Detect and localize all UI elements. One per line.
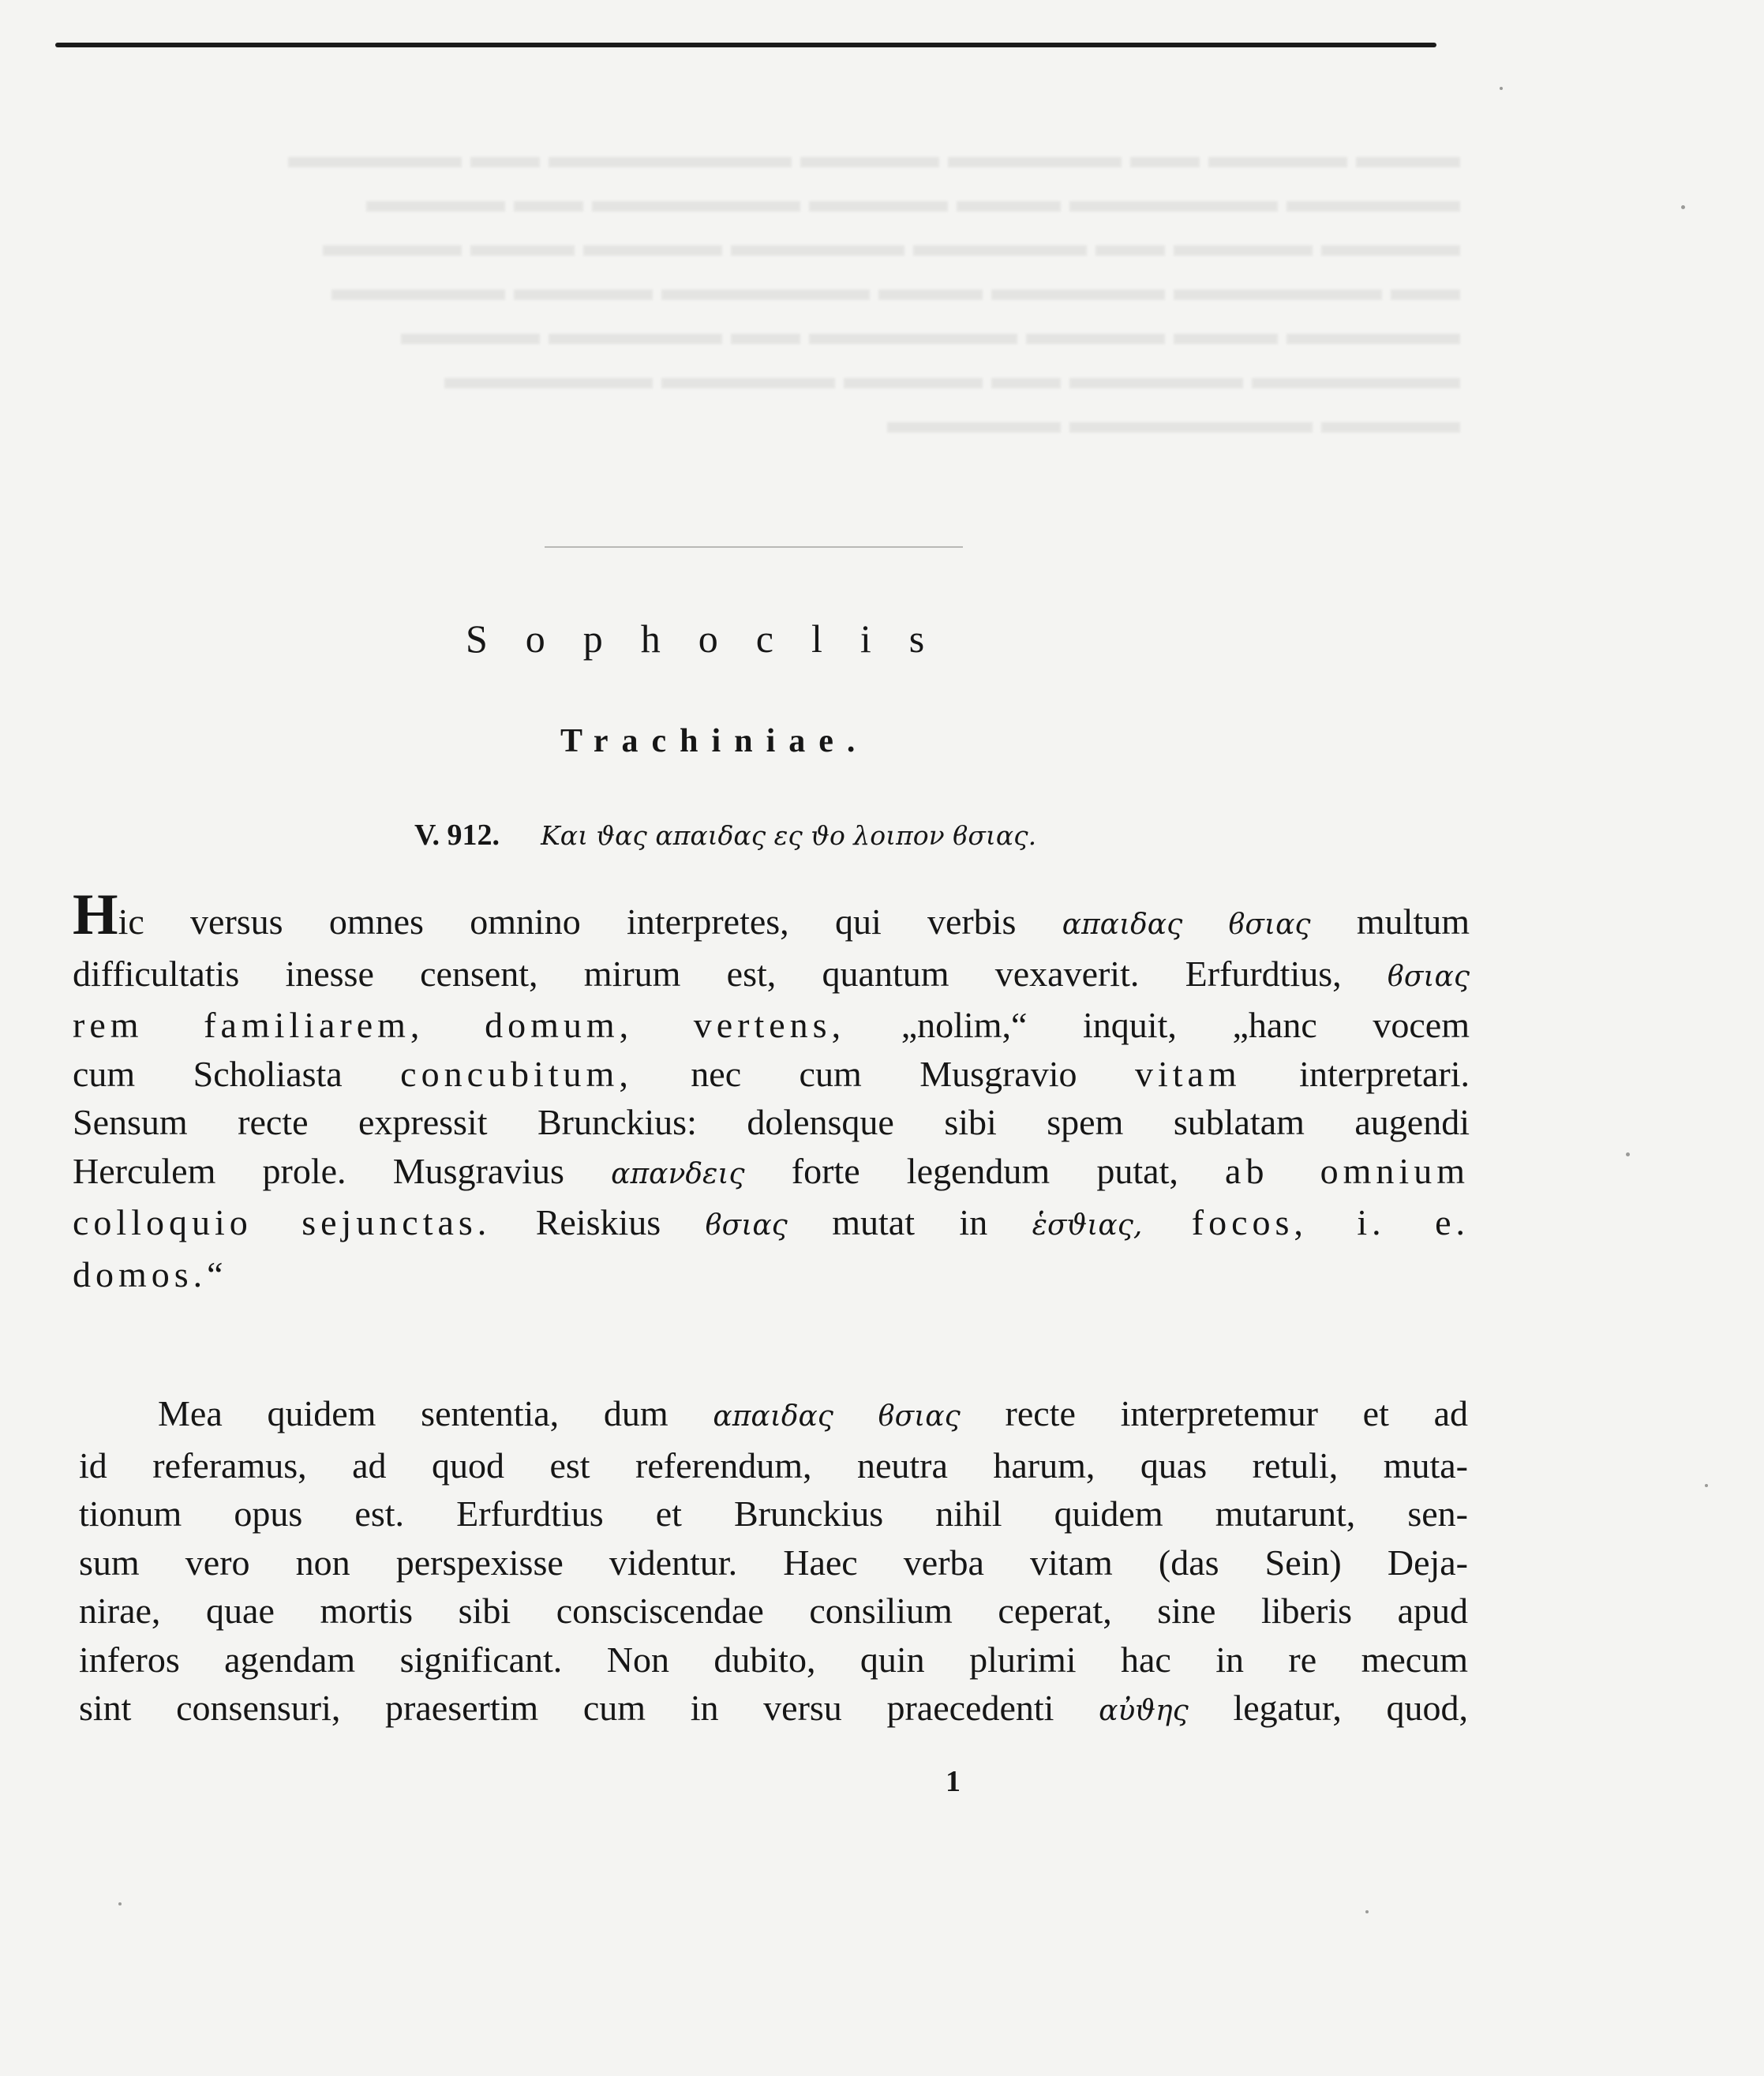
text-line (73, 882, 1470, 950)
text-run: Sensum recte expressit Brunckius: dolensque sibi spem sublatam augendi (73, 1102, 1470, 1142)
text-line (79, 1636, 1468, 1684)
text-run: nirae, quae mortis sibi consciscendae consilium ceperat, sine liberis apud (79, 1591, 1468, 1631)
greek-phrase: ἑσϑιας, (1032, 1209, 1143, 1242)
text-run: Reiskius (491, 1202, 706, 1242)
greek-phrase: απαιδας ϐσιας (1062, 909, 1311, 941)
text-run: domos.“ (73, 1253, 228, 1295)
work-title: Trachiniae. (560, 723, 869, 759)
verse-citation (414, 817, 1283, 853)
text-run: legatur, quod, (1188, 1688, 1468, 1728)
spaced-phrase: vitam (1134, 1053, 1242, 1094)
text-run: id referamus, ad quod est referendum, neutra harum, quas retuli, muta- (79, 1445, 1468, 1486)
text-run: interpretari. (1241, 1053, 1470, 1094)
text-run: tionum opus est. Erfurdtius et Brunckius nihil quidem mutarunt, sen- (79, 1493, 1468, 1534)
author-heading: Sophoclis (466, 616, 963, 661)
paper-speck (1681, 205, 1685, 209)
text-run: sint consensuri, praesertim cum in versu praecedenti (79, 1688, 1099, 1728)
top-rule (55, 43, 1436, 47)
paper-speck (1705, 1484, 1708, 1487)
text-run: nec cum Musgravio (632, 1053, 1135, 1094)
text-line (73, 1050, 1470, 1099)
text-line (73, 1001, 1470, 1050)
spaced-phrase: focos, i. e. (1142, 1202, 1470, 1242)
text-line (79, 1587, 1468, 1636)
spaced-phrase: colloquio sejunctas. (73, 1202, 492, 1242)
text-line (79, 1538, 1468, 1587)
greek-phrase: απανδεις (611, 1157, 745, 1190)
text-run: Herculem prole. Musgravius (73, 1150, 612, 1191)
drop-cap: H (73, 882, 118, 947)
paragraph-2 (79, 1389, 1468, 1736)
spaced-phrase: rem familiarem, domum, vertens, (73, 1005, 846, 1045)
verse-number: V. 912. (414, 819, 500, 852)
paper-speck (1500, 87, 1503, 90)
greek-phrase: ϐσιας (705, 1209, 788, 1242)
text-run: recte interpretemur et ad (960, 1393, 1468, 1433)
page-number: 1 (946, 1765, 961, 1798)
spaced-phrase: ab omnium (1225, 1150, 1470, 1191)
text-run: ic versus omnes omnino interpretes, qui verbis (118, 901, 1062, 942)
greek-phrase: αὐϑης (1099, 1695, 1189, 1727)
text-run: cum Scholiasta (73, 1053, 401, 1094)
text-line (73, 1250, 1470, 1299)
spaced-phrase: concubitum, (400, 1053, 633, 1094)
bleed-through-texture: ▬▬▬ ▬▬▬▬ ▬▬ ▬▬▬▬▬ ▬▬▬▬ ▬▬▬▬▬▬▬ ▬▬ ▬▬▬▬▬ ▬▬▬▬▬ ▬▬▬▬▬▬ ▬▬▬ ▬▬▬▬ ▬▬▬▬▬▬ ▬▬ ▬▬▬▬ ▬▬▬▬ ▬▬▬▬ ▬▬ ▬▬▬▬▬ ▬▬▬▬▬ ▬▬▬▬ ▬▬▬ ▬▬▬▬ ▬▬ ▬▬▬▬▬▬ ▬▬▬▬▬ ▬▬▬ ▬▬▬▬▬▬ ▬▬▬▬ ▬▬▬▬▬ ▬▬▬▬▬ ▬▬▬ ▬▬▬▬ ▬▬▬▬▬▬ ▬▬ ▬▬▬▬▬ ▬▬▬▬ ▬▬▬▬▬▬ ▬▬▬▬▬ ▬▬ ▬▬▬▬ ▬▬▬▬▬ ▬▬▬▬▬▬ ▬▬▬▬ ▬▬▬▬▬▬▬ ▬▬▬▬▬ (288, 137, 1460, 440)
text-line (79, 1389, 1468, 1441)
text-line (79, 1441, 1468, 1490)
text-line (73, 1098, 1470, 1147)
text-run: „nolim,“ inquit, „hanc vocem (845, 1005, 1470, 1045)
paper-speck (118, 1902, 122, 1905)
text-run: Mea quidem sententia, dum (158, 1393, 713, 1433)
text-line (73, 950, 1470, 1002)
verse-greek-text: Και ϑας απαιδας ες ϑο λοιπον ϐσιας. (541, 820, 1037, 851)
text-run: sum vero non perspexisse videntur. Haec verba vitam (das Sein) Deja- (79, 1542, 1468, 1583)
section-divider (545, 546, 963, 548)
text-run: multum (1310, 901, 1470, 942)
greek-phrase: απαιδας ϐσιας (713, 1400, 961, 1433)
text-line (73, 1198, 1470, 1250)
paper-speck (1626, 1152, 1630, 1156)
paper-speck (1365, 1910, 1369, 1913)
text-line (73, 1147, 1470, 1199)
text-run: inferos agendam significant. Non dubito, quin plurimi hac in re mecum (79, 1639, 1468, 1680)
text-run: mutat in (787, 1202, 1032, 1242)
greek-phrase: ϐσιας (1387, 960, 1470, 993)
text-line (79, 1490, 1468, 1538)
paragraph-1 (73, 882, 1470, 1298)
text-line (79, 1684, 1468, 1736)
text-run: forte legendum putat, (744, 1150, 1226, 1191)
text-run: difficultatis inesse censent, mirum est, quantum vexaverit. Erfurdtius, (73, 953, 1388, 994)
